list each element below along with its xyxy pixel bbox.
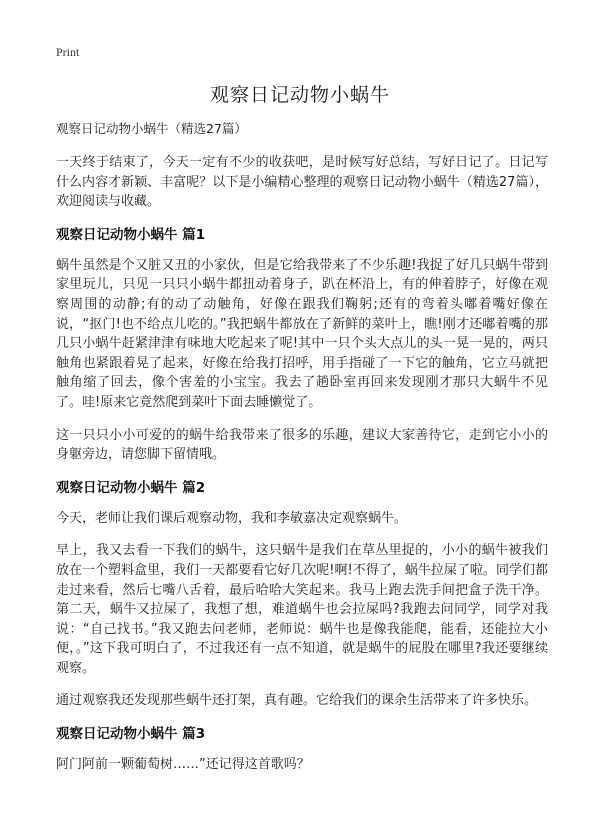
section-heading-1: 观察日记动物小蜗牛 篇1: [56, 226, 206, 243]
section-1-paragraph-1: 蜗牛虽然是个又脏又丑的小家伙，但是它给我带来了不少乐趣!我捉了好几只蜗牛带到家里玩儿，只见一只只小蜗牛都扭动着身子，趴在杯沿上，有的伸着脖子，好像在观察周围的动静;有的动了动触角，好像在跟我们鞠躬;还有的弯着头嘟着嘴好像在说，“抠门!也不给点儿吃的。”我把蜗牛都放在了新鲜的菜叶上，瞧!刚才还嘟着嘴的那几只小蜗牛赶紧津津有味地大吃起来了呢!其中一只个头大点儿的头一晃一晃的，两只触角也紧跟着晃了起来，好像在给我打招呼，用手指碰了一下它的触角，它立马就把触角缩了回去，像个害羞的小宝宝。我去了趟卧室再回来发现刚才那只大蜗牛不见了。哇!原来它竟然爬到菜叶下面去睡懒觉了。: [56, 257, 548, 410]
section-2-paragraph-1: 今天，老师让我们课后观察动物，我和李敏嘉决定观察蜗牛。: [56, 510, 408, 526]
section-heading-2: 观察日记动物小蜗牛 篇2: [56, 479, 206, 496]
section-heading-3: 观察日记动物小蜗牛 篇3: [56, 726, 206, 743]
document-title: 观察日记动物小蜗牛: [209, 84, 390, 106]
article-subtitle: 观察日记动物小蜗牛（精选27篇）: [56, 121, 247, 136]
article-body: [56, 119, 548, 788]
intro-paragraph: 一天终于结束了，今天一定有不少的收获吧，是时候写好总结，写好日记了。日记写什么内容才新颖、丰富呢？以下是小编精心整理的观察日记动物小蜗牛（精选27篇），欢迎阅读与收藏。: [56, 155, 548, 210]
section-2-paragraph-2: 早上，我又去看一下我们的蜗牛，这只蜗牛是我们在草丛里捉的，小小的蜗牛被我们放在一个塑料盒里，我们一天都要看它好几次呢!啊!不得了，蜗牛拉屎了啦。同学们都走过来看，然后七嘴八舌着，最后哈哈大笑起来。我马上跑去洗手间把盒子洗干净。第二天，蜗牛又拉屎了，我想了想，难道蜗牛也会拉屎吗?我跑去问同学，同学对我说：“自己找书。”我又跑去问老师，老师说：蜗牛也是像我能爬，能看，还能拉大小便，。”这下我可明白了，不过我还有一点不知道，就是蜗牛的屁股在哪里?我还要继续观察。: [56, 543, 548, 676]
section-1-paragraph-2: 这一只只小小可爱的的蜗牛给我带来了很多的乐趣，建议大家善待它，走到它小小的身躯旁边，请您脚下留情哦。: [56, 427, 548, 463]
section-2-paragraph-3: 通过观察我还发现那些蜗牛还打架，真有趣。它给我们的课余生活带来了许多快乐。: [56, 693, 538, 709]
section-3-paragraph-1: 阿门阿前一颗葡萄树……”还记得这首歌吗？: [56, 757, 310, 773]
print-link[interactable]: Print: [56, 45, 80, 59]
